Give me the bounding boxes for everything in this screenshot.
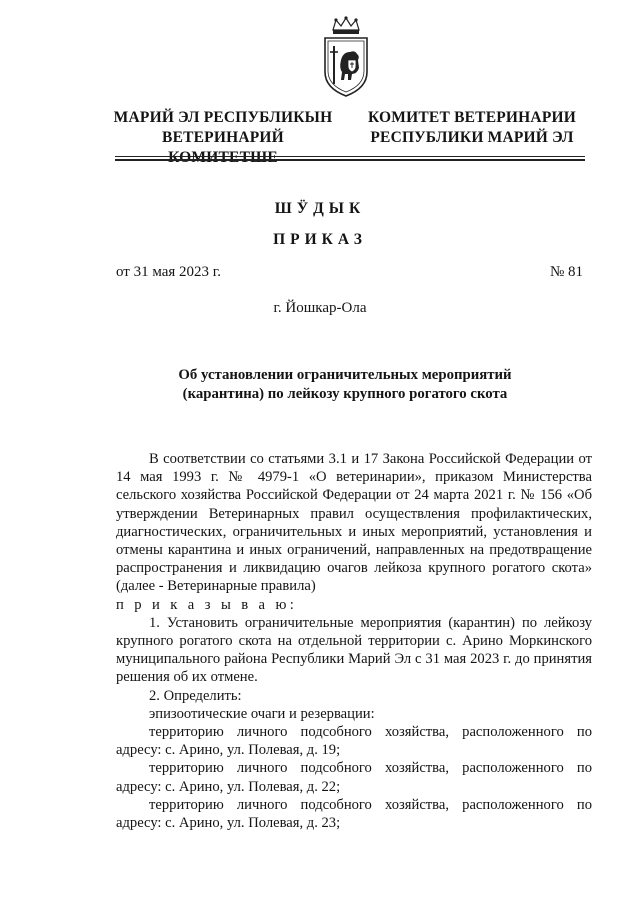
foci-label: эпизоотические очаги и резервации: [149,705,375,722]
order-word: п р и к а з ы в а ю: [116,596,298,613]
preamble-paragraph: В соответствии со статьями 3.1 и 17 Закона Российской Федерации от 14 мая 1993 г. № 4979-1 «О ветеринарии», приказом Министерства сельского хозяйства Российской Федерации от 24 марта 2021 г. № 156 «Об утверждении Ветеринарных правил осуществления профилактических, диагностических, ограничительных и иных мероприятий, установления и отмены карантина и иных ограничений, направленных на предотвращение распространения и ликвидацию очагов лейкоза крупного рогатого скота» (далее - Ветеринарные правила) [116,451,592,595]
document-title-line1: Об установлении ограничительных мероприятий [178,367,512,383]
document-date: от 31 мая 2023 г. [116,264,222,280]
org-name-russian-line1: КОМИТЕТ ВЕТЕРИНАРИИ [368,109,576,126]
item-2-paragraph: 2. Определить: [149,687,242,704]
org-name-mari-line1: МАРИЙ ЭЛ РЕСПУБЛИКЫН [113,109,333,126]
territory-item: территорию личного подсобного хозяйства, расположенного по адресу: с. Арино, ул. Полевая, д. 19; [116,724,592,759]
document-city: г. Йошкар-Ола [273,300,367,316]
document-number: № 81 [549,264,583,280]
org-name-russian-line2: РЕСПУБЛИКИ МАРИЙ ЭЛ [370,129,574,146]
item-1-paragraph: 1. Установить ограничительные мероприятия (карантин) по лейкозу крупного рогатого скота на отдельной территории с. Арино Моркинского муниципального района Республики Марий Эл с 31 мая 2023 г. до принятия решения об их отмене. [116,614,592,686]
org-name-mari-line2: ВЕТЕРИНАРИЙ КОМИТЕТШЕ [162,129,284,166]
document-type-russian: ПРИКАЗ [273,231,367,248]
territory-item: территорию личного подсобного хозяйства, расположенного по адресу: с. Арино, ул. Полевая, д. 23; [116,796,592,832]
document-title [150,366,540,404]
header-divider-thin [115,156,585,157]
org-name-russian [362,108,582,148]
header-divider-thick [115,159,585,161]
document-body [116,450,592,832]
coat-of-arms-icon [319,16,373,100]
territory-item: территорию личного подсобного хозяйства, расположенного по адресу: с. Арино, ул. Полевая, д. 22; [116,760,592,795]
document-type-mari: ШӰДЫК [274,200,366,217]
document-title-line2: (карантина) по лейкозу крупного рогатого скота [182,386,508,402]
